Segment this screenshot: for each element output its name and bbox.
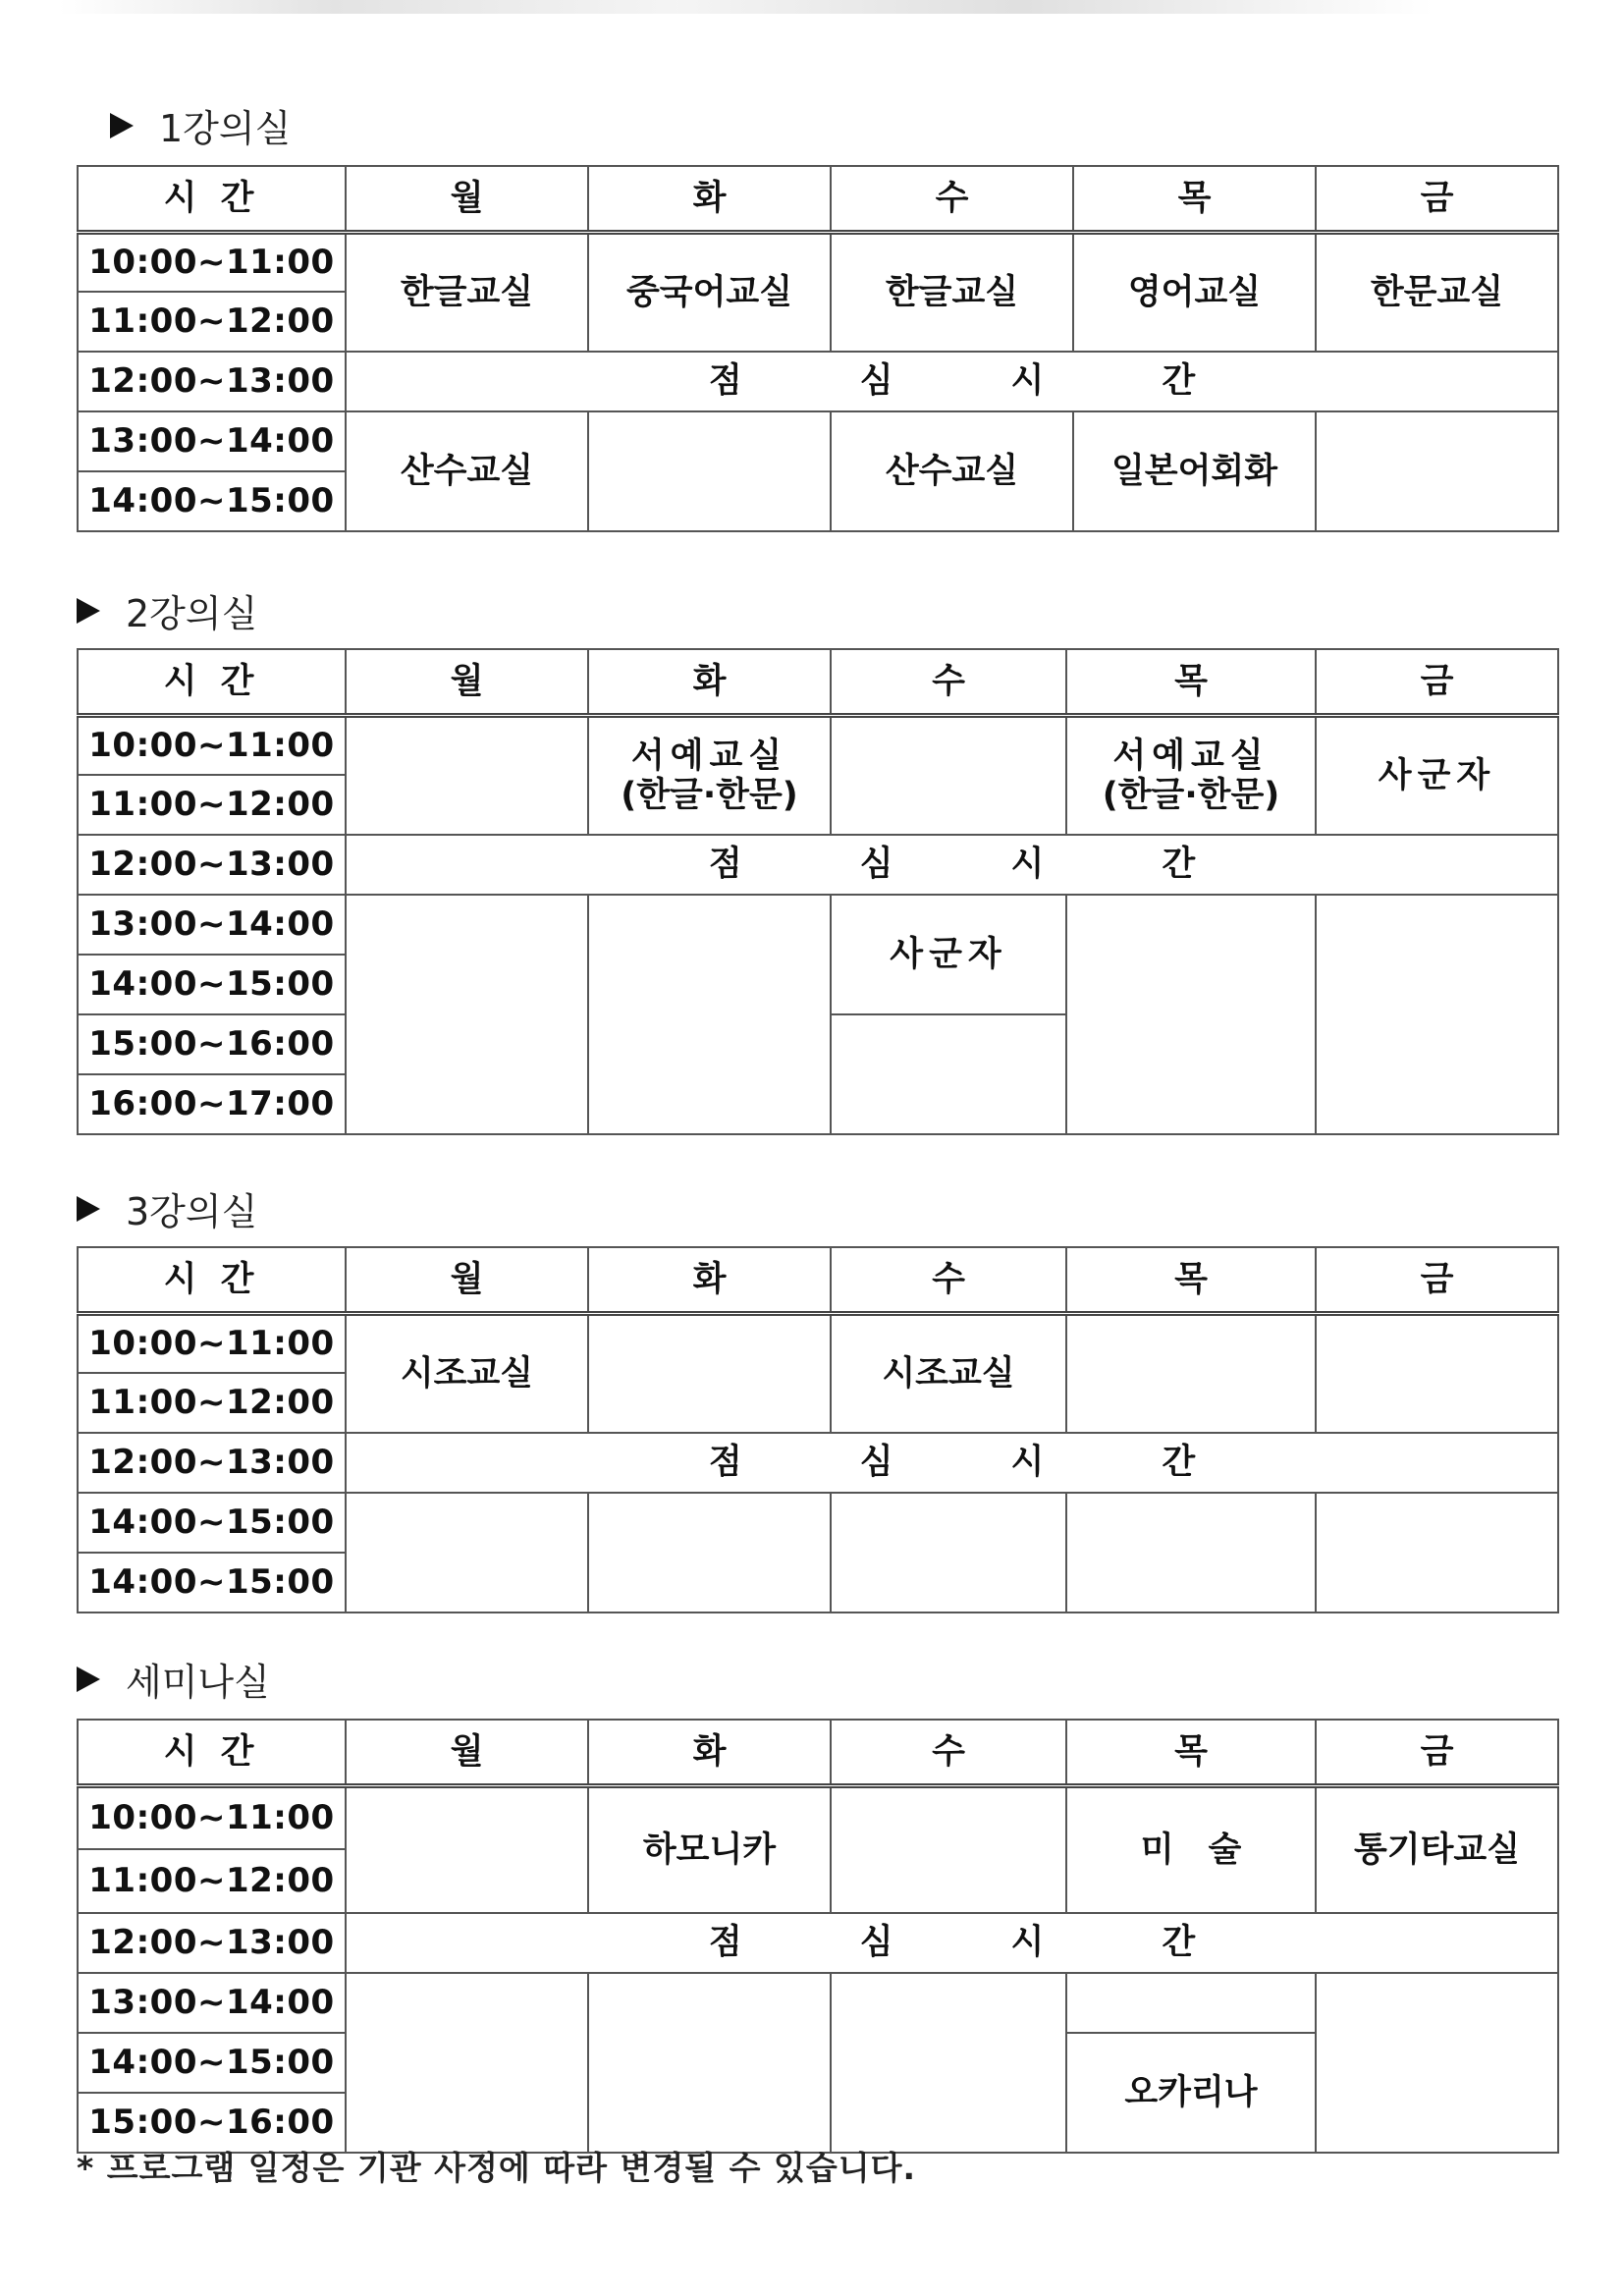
- class-cell: 오카리나: [1066, 2033, 1316, 2153]
- class-cell: 일본어회화: [1073, 411, 1316, 531]
- header-mon: 월: [346, 1247, 588, 1313]
- time-cell: 12:00~13:00: [78, 835, 346, 895]
- room-title: 1강의실: [159, 107, 292, 150]
- header-time: 시 간: [78, 649, 346, 715]
- room-2-timetable: [77, 648, 1559, 1135]
- class-cell: 미 술: [1066, 1785, 1316, 1913]
- time-cell: 15:00~16:00: [78, 1014, 346, 1074]
- lunch-row: 점 심 시 간: [346, 1913, 1558, 1973]
- header-wed: 수: [831, 1247, 1066, 1313]
- empty-cell: [346, 1973, 588, 2153]
- lunch-row: 점 심 시 간: [346, 1433, 1558, 1493]
- header-tue: 화: [588, 1720, 831, 1785]
- header-row: [78, 166, 1558, 232]
- header-time: 시 간: [78, 1720, 346, 1785]
- time-cell: 11:00~12:00: [78, 292, 346, 352]
- class-cell: 서예교실 (한글·한문): [1066, 715, 1316, 835]
- time-cell: 16:00~17:00: [78, 1074, 346, 1134]
- empty-cell: [588, 1313, 831, 1433]
- time-cell: 13:00~14:00: [78, 1973, 346, 2033]
- header-fri: 금: [1316, 1720, 1558, 1785]
- time-cell: 15:00~16:00: [78, 2093, 346, 2153]
- time-cell: 10:00~11:00: [78, 1785, 346, 1849]
- class-cell: 한문교실: [1316, 232, 1558, 352]
- time-cell: 12:00~13:00: [78, 352, 346, 411]
- empty-cell: [1066, 1973, 1316, 2033]
- room-title: 2강의실: [126, 592, 258, 635]
- header-tue: 화: [588, 1247, 831, 1313]
- class-cell: 사군자: [1316, 715, 1558, 835]
- top-decoration: [59, 0, 1434, 14]
- triangle-bullet-icon: [77, 1667, 100, 1692]
- header-wed: 수: [831, 166, 1073, 232]
- header-row: [78, 1720, 1558, 1785]
- room-title: 세미나실: [126, 1661, 270, 1704]
- header-wed: 수: [831, 1720, 1066, 1785]
- class-cell: 사군자: [831, 895, 1066, 1014]
- header-mon: 월: [346, 166, 588, 232]
- room-title: 3강의실: [126, 1190, 258, 1233]
- header-tue: 화: [588, 649, 831, 715]
- empty-cell: [1316, 1313, 1558, 1433]
- footnote: * 프로그램 일정은 기관 사정에 따라 변경될 수 있습니다.: [77, 2149, 917, 2187]
- empty-cell: [1066, 1493, 1316, 1613]
- empty-cell: [346, 1493, 588, 1613]
- lunch-row: 점 심 시 간: [346, 352, 1558, 411]
- class-cell: 중국어교실: [588, 232, 831, 352]
- header-time: 시 간: [78, 166, 346, 232]
- header-thu: 목: [1073, 166, 1316, 232]
- triangle-bullet-icon: [77, 1196, 100, 1222]
- header-mon: 월: [346, 649, 588, 715]
- empty-cell: [831, 1014, 1066, 1134]
- time-cell: 14:00~15:00: [78, 1553, 346, 1613]
- time-cell: 14:00~15:00: [78, 955, 346, 1014]
- empty-cell: [1066, 895, 1316, 1134]
- header-fri: 금: [1316, 1247, 1558, 1313]
- empty-cell: [346, 715, 588, 835]
- room-3-timetable: [77, 1246, 1559, 1613]
- class-cell: 산수교실: [346, 411, 588, 531]
- empty-cell: [588, 411, 831, 531]
- empty-cell: [346, 1785, 588, 1913]
- class-cell: 산수교실: [831, 411, 1073, 531]
- empty-cell: [588, 895, 831, 1134]
- class-cell: 한글교실: [346, 232, 588, 352]
- header-wed: 수: [831, 649, 1066, 715]
- class-cell: 시조교실: [831, 1313, 1066, 1433]
- room-2-heading: [77, 583, 257, 637]
- header-fri: 금: [1316, 649, 1558, 715]
- header-row: [78, 1247, 1558, 1313]
- header-mon: 월: [346, 1720, 588, 1785]
- class-cell: 시조교실: [346, 1313, 588, 1433]
- time-cell: 14:00~15:00: [78, 471, 346, 531]
- header-row: [78, 649, 1558, 715]
- room-1-timetable: [77, 165, 1559, 532]
- room-1-heading: [110, 98, 291, 152]
- empty-cell: [1316, 411, 1558, 531]
- room-3-heading: [77, 1181, 257, 1235]
- lunch-row: 점 심 시 간: [346, 835, 1558, 895]
- empty-cell: [588, 1973, 831, 2153]
- triangle-bullet-icon: [110, 113, 134, 138]
- seminar-room-heading: [77, 1652, 270, 1706]
- header-tue: 화: [588, 166, 831, 232]
- class-cell: 서예교실 (한글·한문): [588, 715, 831, 835]
- empty-cell: [831, 715, 1066, 835]
- class-cell: 한글교실: [831, 232, 1073, 352]
- class-cell: 영어교실: [1073, 232, 1316, 352]
- time-cell: 14:00~15:00: [78, 2033, 346, 2093]
- empty-cell: [346, 895, 588, 1134]
- time-cell: 10:00~11:00: [78, 715, 346, 775]
- time-cell: 14:00~15:00: [78, 1493, 346, 1553]
- empty-cell: [1066, 1313, 1316, 1433]
- time-cell: 12:00~13:00: [78, 1433, 346, 1493]
- empty-cell: [588, 1493, 831, 1613]
- seminar-room-timetable: [77, 1719, 1559, 2154]
- header-thu: 목: [1066, 1720, 1316, 1785]
- time-cell: 11:00~12:00: [78, 1373, 346, 1433]
- time-cell: 10:00~11:00: [78, 1313, 346, 1373]
- class-cell: 통기타교실: [1316, 1785, 1558, 1913]
- time-cell: 11:00~12:00: [78, 1849, 346, 1913]
- time-cell: 12:00~13:00: [78, 1913, 346, 1973]
- header-thu: 목: [1066, 649, 1316, 715]
- time-cell: 13:00~14:00: [78, 895, 346, 955]
- header-thu: 목: [1066, 1247, 1316, 1313]
- empty-cell: [831, 1493, 1066, 1613]
- triangle-bullet-icon: [77, 598, 100, 624]
- time-cell: 11:00~12:00: [78, 775, 346, 835]
- time-cell: 10:00~11:00: [78, 232, 346, 292]
- time-cell: 13:00~14:00: [78, 411, 346, 471]
- empty-cell: [831, 1785, 1066, 1913]
- header-time: 시 간: [78, 1247, 346, 1313]
- header-fri: 금: [1316, 166, 1558, 232]
- empty-cell: [831, 1973, 1066, 2153]
- class-cell: 하모니카: [588, 1785, 831, 1913]
- empty-cell: [1316, 1493, 1558, 1613]
- empty-cell: [1316, 895, 1558, 1134]
- empty-cell: [1316, 1973, 1558, 2153]
